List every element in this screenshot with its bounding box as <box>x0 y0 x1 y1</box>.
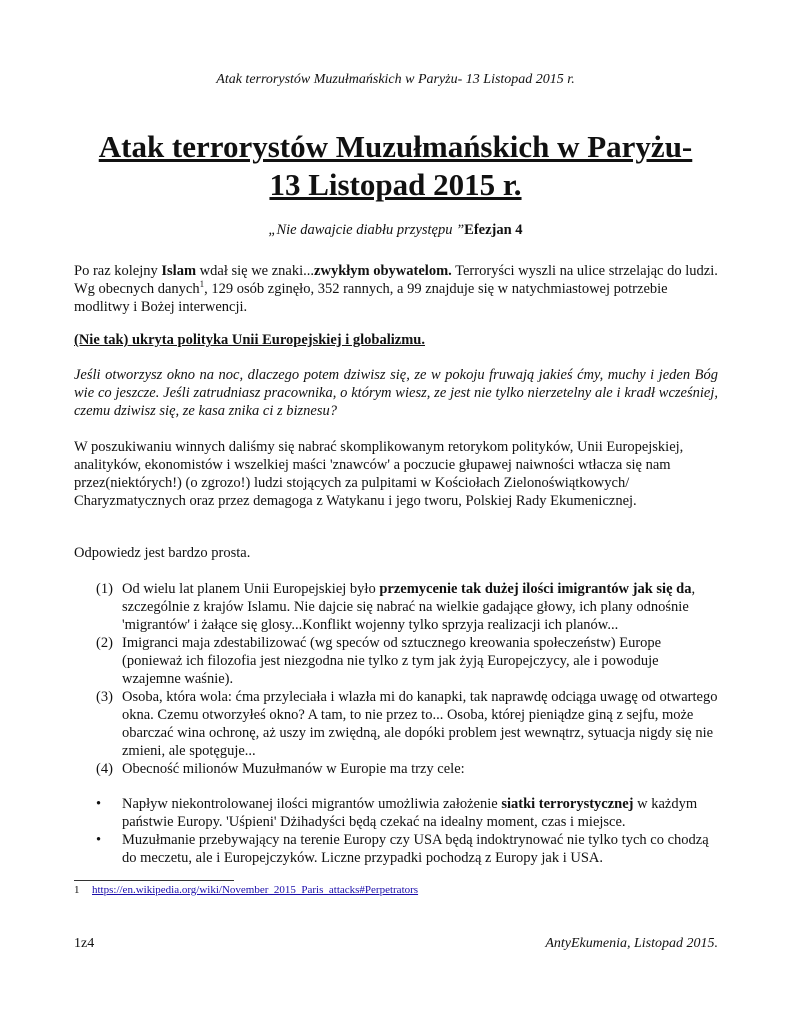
list-item <box>96 580 718 634</box>
list-item-bold: przemycenie tak dużej ilości imigrantów jak się da <box>379 581 692 597</box>
epigraph-reference: Efezjan 4 <box>464 222 523 238</box>
intro-text-f: , 129 osób zginęło, 352 rannych, a 99 znajduje się w natychmiastowej potrzebie modlitwy i Bożej interwencji. <box>74 281 668 315</box>
footer-credit: AntyEkumenia, Listopad 2015. <box>545 936 718 951</box>
footnote-link[interactable]: https://en.wikipedia.org/wiki/November_2015_Paris_attacks#Perpetrators <box>92 884 419 896</box>
bullet-item <box>96 795 718 831</box>
bullet-text: Muzułmanie przebywający na terenie Europy czy USA będą indoktrynować nie tylko tych co chodzą do meczetu, ale i Europejczyków. Liczne przypadki pochodzą z Europy jak i USA. <box>122 832 709 866</box>
bullet-text: Napływ niekontrolowanej ilości migrantów umożliwia założenie <box>122 796 502 812</box>
list-item-text: Obecność milionów Muzułmanów w Europie ma trzy cele: <box>122 761 465 777</box>
title-line-1: Atak terrorystów Muzułmańskich w Paryżu- <box>98 129 693 164</box>
intro-paragraph <box>74 262 718 316</box>
title-line-2: 13 Listopad 2015 r. <box>269 167 522 202</box>
bullet-item <box>96 831 718 867</box>
intro-text-c: wdał się we znaki... <box>196 263 315 279</box>
blame-paragraph: W poszukiwaniu winnych daliśmy się nabrać skomplikowanym retorykom polityków, Unii Europejskiej, analityków, ekonomistów i wszelkiej maści 'znawców' a poczucie głupawej naiwności wtłacza się nam przez(niektórych!) (o zgrozo!) ludzi stojących za pulpitami w Kościołach Zielonoświątkowych/ Charyzmatycznych oraz przez demagoga z Watykanu i jego tworu, Polskiej Rady Ekumenicznej. <box>74 439 684 509</box>
list-number: (1) <box>96 581 113 597</box>
list-item-text: Imigranci maja zdestabilizować (wg speców od sztucznego kreowania społeczeństw) Europe (ponieważ ich filozofia jest niezgodna nie tylko z tym jak żyją Europejczycy, ale i powoduje wzajemne waśnie). <box>122 635 662 687</box>
list-item <box>96 760 718 778</box>
running-header: Atak terrorystów Muzułmańskich w Paryżu- 13 Listopad 2015 r. <box>216 72 575 87</box>
metaphor-paragraph: Jeśli otworzysz okno na noc, dlaczego potem dziwisz się, ze w pokoju fruwają jakieś ćmy, muchy i jeden Bóg wie co jeszcze. Jeśli zatrudniasz pracownika, o którym wiesz, ze jest nie tylko nierzetelny ale i kradł wcześniej, czemu dziwisz się, ze kasa znika ci z biznesu? <box>74 367 718 419</box>
footnote-number: 1 <box>74 884 80 896</box>
list-item <box>96 688 718 760</box>
list-item-text: , szczególnie z krajów Islamu. Nie dajcie się nabrać na wielkie gadające głowy, ich plany odnośnie 'migrantów' i żałące się glosy...Konflikt wojenny tylko sprzyja realizacji ich planów... <box>122 581 696 633</box>
intro-text-a: Po raz kolejny <box>74 263 162 279</box>
list-item <box>96 634 718 688</box>
section-heading: (Nie tak) ukryta polityka Unii Europejskiej i globalizmu. <box>74 332 425 348</box>
footnote <box>74 884 418 896</box>
intro-bold-islam: Islam <box>161 263 197 279</box>
page-title <box>60 128 731 204</box>
list-number: (2) <box>96 635 113 651</box>
intro-text-e: Terroryści wyszli na ulice strzelając do ludzi. Wg obecnych danych <box>74 263 718 297</box>
answer-paragraph: Odpowiedz jest bardzo prosta. <box>74 545 251 561</box>
numbered-list <box>96 580 718 778</box>
epigraph-quote: „Nie dawajcie diabłu przystępu ” <box>268 222 465 238</box>
bullet-icon: • <box>96 796 102 812</box>
footnote-marker[interactable]: 1 <box>199 279 205 290</box>
bullet-bold: siatki terrorystycznej <box>501 796 634 812</box>
footnote-separator <box>74 880 234 881</box>
bullet-text: w każdym państwie Europy. 'Uśpieni' Dżihadyści będą czekać na idealny moment, czas i miejsce. <box>122 796 698 830</box>
intro-bold-citizens: zwykłym obywatelom. <box>314 263 452 279</box>
list-number: (3) <box>96 689 113 705</box>
list-number: (4) <box>96 761 113 777</box>
bullet-list <box>96 795 718 867</box>
page-number: 1z4 <box>74 936 95 951</box>
list-item-text: Od wielu lat planem Unii Europejskiej było <box>122 581 380 597</box>
bullet-icon: • <box>96 832 102 848</box>
list-item-text: Osoba, która wola: ćma przyleciała i wlazła mi do kanapki, tak naprawdę odciąga uwagę od otwartego okna. Czemu otworzyłeś okno? A tam, to nie przez to... Osoba, której pieniądze giną z sejfu, może obarczać wina ochronę, aż uszy im zwiędną, ale dopóki problem jest wewnątrz, sytuacja nigdy się nie zmieni, ale spotęguje... <box>122 689 718 759</box>
epigraph <box>0 222 791 239</box>
